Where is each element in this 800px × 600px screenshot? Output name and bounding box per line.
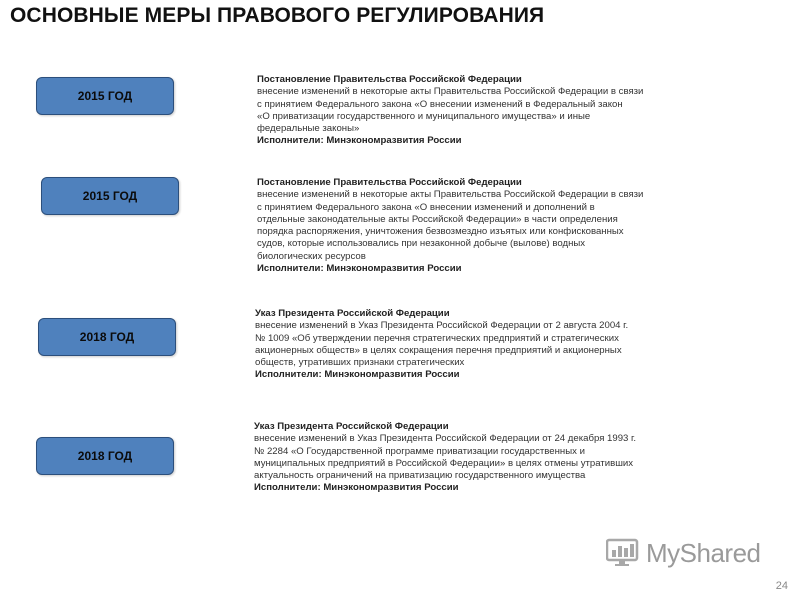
myshared-watermark [606,535,761,572]
year-box-3: 2018 ГОД [38,318,176,356]
measure-line: биологических ресурсов [257,250,366,262]
measure-doc-title: Указ Президента Российской Федерации [254,421,449,432]
measure-line: внесение изменений в некоторые акты Правительства Российской Федерации в связи [257,86,644,98]
measure-line: федеральные законы» [257,123,360,135]
measure-line: внесение изменений в Указ Президента Российской Федерации от 24 декабря 1993 г. [254,433,637,445]
measure-executor: Исполнители: Минэкономразвития России [257,135,462,147]
measure-executor: Исполнители: Минэкономразвития России [254,482,459,494]
measure-executor: Исполнители: Минэкономразвития России [257,263,462,275]
measure-line: судов, которые использовались при незаконной добыче (вылове) водных [257,238,586,250]
measure-line: с принятием Федерального закона «О внесении изменений в Федеральный закон [257,98,623,110]
measure-doc-title: Указ Президента Российской Федерации [255,308,450,319]
measure-line: внесение изменений в некоторые акты Правительства Российской Федерации в связи [257,189,644,201]
measure-line: отдельные законодательные акты Российской Федерации» в части определения [257,213,618,225]
measure-line: муниципальных предприятий в Российской Федерации» в целях отмены утративших [254,457,634,469]
year-box-1: 2015 ГОД [36,77,174,115]
measure-executor: Исполнители: Минэкономразвития России [255,369,460,381]
year-box-4: 2018 ГОД [36,437,174,475]
myshared-logo-icon [606,535,642,572]
measure-line: № 2284 «О Государственной программе приватизации государственных и [254,445,585,457]
measure-line: обществ, утративших признаки стратегических [255,357,465,369]
measure-doc-title: Постановление Правительства Российской Федерации [257,74,522,85]
measure-description-1 [257,74,717,148]
measure-line: № 1009 «Об утверждении перечня стратегических предприятий и стратегических [255,332,619,344]
measure-line: актуальность ограничений на приватизацию государственного имущества [254,470,586,482]
measure-description-4 [254,421,714,495]
measure-line: «О приватизации государственного и муниципального имущества» и иные [257,110,591,122]
measure-line: с принятием Федерального закона «О внесении изменений и дополнений в [257,201,595,213]
page-title: ОСНОВНЫЕ МЕРЫ ПРАВОВОГО РЕГУЛИРОВАНИЯ [10,4,545,27]
measure-doc-title: Постановление Правительства Российской Федерации [257,177,522,188]
measure-description-2 [257,177,717,275]
myshared-wordmark: MyShared [646,538,761,568]
measure-line: внесение изменений в Указ Президента Российской Федерации от 2 августа 2004 г. [255,320,629,332]
measure-line: акционерных обществ» в целях сокращения перечня предприятий и акционерных [255,344,622,356]
measure-description-3 [255,308,715,382]
year-box-2: 2015 ГОД [41,177,179,215]
page-number: 24 [775,580,788,592]
measure-line: порядка распоряжения, уничтожения безвозмездно изъятых или конфискованных [257,226,624,238]
